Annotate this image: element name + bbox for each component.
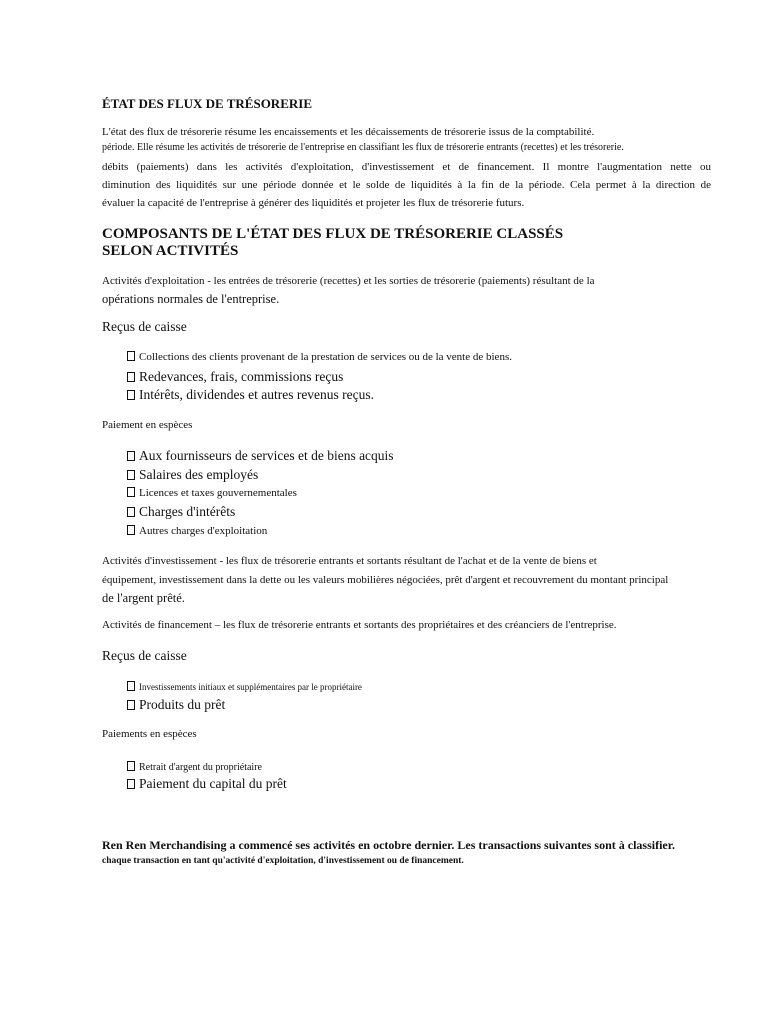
- exercise-line: Ren Ren Merchandising a commencé ses activités en octobre dernier. Les transactions suivantes sont à classifier.: [102, 838, 675, 852]
- operating-activities-paragraph: [102, 272, 711, 308]
- checkbox-icon: [127, 451, 135, 461]
- payments-label: Paiement en espèces: [102, 419, 193, 431]
- list-item: Intérêts, dividendes et autres revenus reçus.: [127, 387, 374, 403]
- checkbox-icon: [127, 470, 135, 480]
- checkbox-icon: [127, 372, 135, 382]
- investing-line: de l'argent prêté.: [102, 591, 185, 605]
- intro-paragraph: [102, 124, 711, 212]
- list-item: Retrait d'argent du propriétaire: [127, 761, 262, 773]
- intro-line: période. Elle résume les activités de trésorerie de l'entreprise en classifiant les flux de trésorerie entrants (recettes) et les trésorerie.: [102, 142, 624, 153]
- list-item: Produits du prêt: [127, 697, 225, 713]
- list-item: Aux fournisseurs de services et de biens acquis: [127, 448, 394, 464]
- operating-line: opérations normales de l'entreprise.: [102, 292, 280, 306]
- exercise-line: chaque transaction en tant qu'activité d'exploitation, d'investissement ou de financement.: [102, 856, 464, 866]
- intro-line: évaluer la capacité de l'entreprise à générer des liquidités et projeter les flux de trésorerie futurs.: [102, 197, 525, 209]
- checkbox-icon: [127, 779, 135, 789]
- intro-line: diminution des liquidités sur une période donnée et le solde de liquidités à la fin de la période. Cela permet à la direction de: [102, 179, 711, 191]
- list-item: Paiement du capital du prêt: [127, 776, 287, 792]
- page-title: ÉTAT DES FLUX DE TRÉSORERIE: [102, 96, 312, 111]
- checkbox-icon: [127, 525, 135, 535]
- checkbox-icon: [127, 761, 135, 771]
- section-heading: COMPOSANTS DE L'ÉTAT DES FLUX DE TRÉSORERIE CLASSÉS SELON ACTIVITÉS: [102, 226, 564, 259]
- list-item: Autres charges d'exploitation: [127, 525, 267, 537]
- receipts-label: Reçus de caisse: [102, 648, 187, 663]
- investing-activities-paragraph: [102, 552, 711, 608]
- checkbox-icon: [127, 681, 135, 691]
- intro-line: débits (paiements) dans les activités d'exploitation, d'investissement et de financement. Il montre l'augmentation nette ou: [102, 161, 711, 173]
- exercise-instructions: [102, 836, 711, 868]
- checkbox-icon: [127, 507, 135, 517]
- list-item: Collections des clients provenant de la prestation de services ou de la vente de biens.: [127, 351, 512, 363]
- receipts-label: Reçus de caisse: [102, 319, 187, 334]
- payments-label: Paiements en espèces: [102, 728, 197, 740]
- checkbox-icon: [127, 390, 135, 400]
- list-item: Licences et taxes gouvernementales: [127, 487, 297, 499]
- list-item: Salaires des employés: [127, 467, 258, 483]
- checkbox-icon: [127, 487, 135, 497]
- investing-line: équipement, investissement dans la dette ou les valeurs mobilières négociées, prêt d'argent et recouvrement du montant principal: [102, 574, 669, 586]
- intro-line: L'état des flux de trésorerie résume les encaissements et les décaissements de trésorerie issus de la comptabilité.: [102, 126, 595, 138]
- checkbox-icon: [127, 700, 135, 710]
- list-item: Redevances, frais, commissions reçus: [127, 369, 343, 385]
- checkbox-icon: [127, 351, 135, 361]
- investing-line: Activités d'investissement - les flux de trésorerie entrants et sortants résultant de l'achat et de la vente de biens et: [102, 555, 597, 567]
- list-item: Charges d'intérêts: [127, 504, 235, 520]
- financing-activities-paragraph: Activités de financement – les flux de trésorerie entrants et sortants des propriétaires et des créanciers de l'entreprise.: [102, 619, 617, 631]
- list-item: Investissements initiaux et supplémentaires par le propriétaire: [127, 681, 362, 692]
- operating-line: Activités d'exploitation - les entrées de trésorerie (recettes) et les sorties de trésorerie (paiements) résultant de la: [102, 275, 595, 287]
